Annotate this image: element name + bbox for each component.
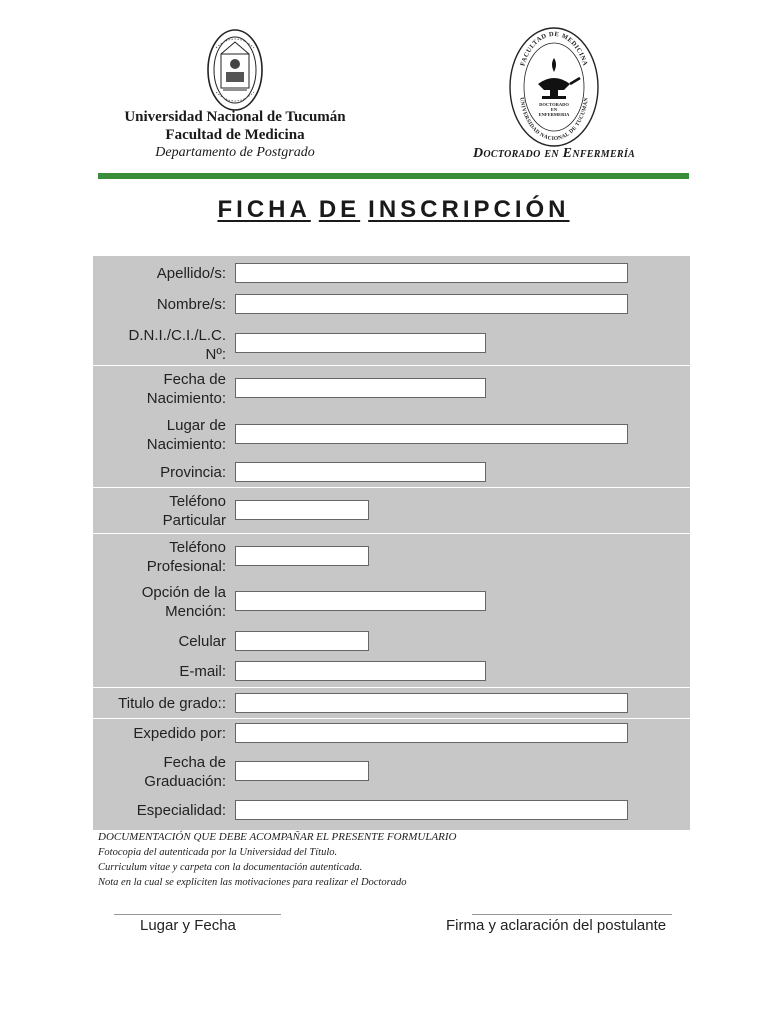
page-title bbox=[98, 196, 689, 224]
fecha-graduacion-label: Fecha de Graduación: bbox=[144, 754, 226, 790]
especialidad-label: Especialidad: bbox=[136, 802, 226, 819]
department-name: Departamento de Postgrado bbox=[155, 145, 315, 160]
fecha-nacimiento-label: Fecha de Nacimiento: bbox=[146, 371, 226, 407]
celular-field[interactable] bbox=[235, 631, 369, 651]
apellido-label: Apellido/s: bbox=[156, 265, 226, 282]
expedido-por-field[interactable] bbox=[235, 723, 628, 743]
registration-form bbox=[93, 256, 690, 830]
document-item: Curriculum vitae y carpeta con la documentación autenticada. bbox=[98, 862, 363, 873]
section-separator bbox=[93, 365, 690, 366]
lugar-nacimiento-label: Lugar de Nacimiento: bbox=[146, 417, 226, 453]
seal-bottom-text: UNIVERSIDAD NACIONAL DE TUCUMAN bbox=[518, 97, 590, 143]
telefono-particular-field[interactable] bbox=[235, 500, 369, 520]
program-name: Doctorado en Enfermería bbox=[472, 146, 636, 161]
place-date-label: Lugar y Fecha bbox=[140, 917, 236, 934]
document-item: Nota en la cual se expliciten las motivaciones para realizar el Doctorado bbox=[98, 877, 407, 888]
section-separator bbox=[93, 533, 690, 534]
expedido-por-label: Expedido por: bbox=[133, 725, 226, 742]
telefono-profesional-field[interactable] bbox=[235, 546, 369, 566]
especialidad-field[interactable] bbox=[235, 800, 628, 820]
section-separator bbox=[93, 687, 690, 688]
titulo-grado-label: Titulo de grado:: bbox=[118, 695, 226, 712]
email-field[interactable] bbox=[235, 661, 486, 681]
opcion-mencion-field[interactable] bbox=[235, 591, 486, 611]
university-seal bbox=[206, 28, 264, 112]
titulo-grado-field[interactable] bbox=[235, 693, 628, 713]
provincia-label: Provincia: bbox=[160, 464, 226, 481]
section-separator bbox=[93, 487, 690, 488]
email-label: E-mail: bbox=[179, 663, 226, 680]
fecha-graduacion-field[interactable] bbox=[235, 761, 369, 781]
required-documents bbox=[98, 830, 658, 890]
university-name: Universidad Nacional de Tucumán bbox=[124, 109, 346, 125]
institution-block bbox=[100, 108, 370, 162]
documents-heading: DOCUMENTACIÓN QUE DEBE ACOMPAÑAR EL PRESENTE FORMULARIO bbox=[98, 831, 457, 843]
signature-line bbox=[472, 914, 672, 915]
title-word-ficha: FICHA bbox=[217, 196, 311, 223]
faculty-name: Facultad de Medicina bbox=[165, 127, 305, 143]
telefono-particular-label: Teléfono Particular bbox=[162, 493, 226, 529]
doctorate-seal bbox=[508, 26, 600, 148]
document-item: Fotocopia del autenticada por la Universidad del Título. bbox=[98, 847, 338, 858]
seal-inner-text-2: EN bbox=[550, 107, 558, 112]
telefono-profesional-label: Teléfono Profesional: bbox=[146, 539, 226, 575]
dni-field[interactable] bbox=[235, 333, 486, 353]
provincia-field[interactable] bbox=[235, 462, 486, 482]
lugar-nacimiento-field[interactable] bbox=[235, 424, 628, 444]
fecha-nacimiento-field[interactable] bbox=[235, 378, 486, 398]
nombre-label: Nombre/s: bbox=[156, 296, 226, 313]
place-date-line bbox=[114, 914, 281, 915]
title-word-inscripcion: INSCRIPCIÓN bbox=[368, 196, 570, 223]
section-separator bbox=[93, 718, 690, 719]
apellido-field[interactable] bbox=[235, 263, 628, 283]
seal-top-text: FACULTAD DE MEDICINA bbox=[519, 30, 589, 68]
signature-label: Firma y aclaración del postulante bbox=[446, 917, 667, 934]
opcion-mencion-label: Opción de la Mención: bbox=[141, 584, 226, 620]
title-word-de: DE bbox=[318, 196, 361, 223]
nombre-field[interactable] bbox=[235, 294, 628, 314]
celular-label: Celular bbox=[178, 633, 226, 650]
seal-inner-text-3: ENFERMERIA bbox=[538, 112, 570, 117]
seal-inner-text-1: DOCTORADO bbox=[539, 102, 569, 107]
dni-label: D.N.I./C.I./L.C. Nº: bbox=[128, 327, 226, 363]
header-divider bbox=[98, 173, 689, 179]
